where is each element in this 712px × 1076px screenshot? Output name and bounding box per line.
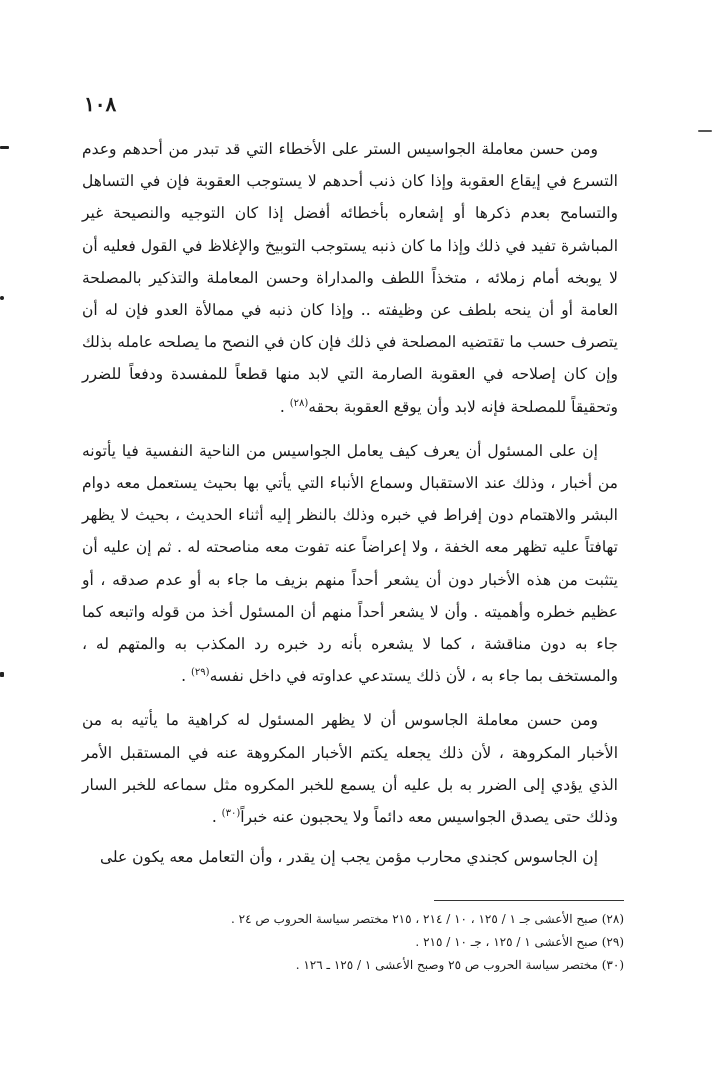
footnote: (٢٨) صبح الأعشى جـ ١ / ١٢٥ ، ١٠ / ٢١٤ ، ٢١٥ مختصر سياسة الحروب ص ٢٤ . [230, 912, 624, 926]
footnote-ref: (٣٠) [221, 807, 241, 819]
footnote-ref: (٢٨) [289, 397, 309, 409]
paragraph [82, 435, 618, 693]
paragraph [82, 133, 618, 423]
page-number: ١٠٨ [84, 92, 117, 116]
margin-mark [0, 296, 4, 300]
margin-mark [0, 146, 9, 149]
body-text [82, 133, 618, 885]
paragraph-tail: . [279, 397, 290, 416]
footnote: (٢٩) صبح الأعشى ١ / ١٢٥ ، جـ ١٠ / ٢١٥ . [415, 935, 624, 949]
margin-mark [698, 130, 712, 132]
paragraph-tail: . [181, 667, 191, 686]
paragraph-tail: . [211, 808, 222, 827]
paragraph-text: ومن حسن معاملة الجاسوس أن لا يظهر المسئول له كراهية ما يأتيه به من الأخبار المكروهة ، لأن ذلك يجعله يكتم الأخبار المكروهة عنه في المستقبل الأمر الذي يؤدي إلى الضرر به بل عليه أن يسمع للخبر المكروه مثل سماعه للخبر السار وذلك حتى يصدق الجواسيس معه دائماً ولا يحجبون عنه خبراً [82, 711, 618, 827]
footnote: (٣٠) مختصر سياسة الحروب ص ٢٥ وصبح الأعشى ١ / ١٢٥ ـ ١٢٦ . [295, 958, 624, 972]
paragraph-text: ومن حسن معاملة الجواسيس الستر على الأخطاء التي قد تبدر من أحدهم وعدم التسرع في إيقاع العقوبة وإذا كان ذنب أحدهم لا يستوجب العقوبة فإن في التساهل والتسامح بعدم ذكرها أو إشعاره بأخطائه أفضل إذا كان التوجيه والنصيحة غير المباشرة تفيد في ذلك وإذا ما كان ذنبه يستوجب التوبيخ والإغلاظ في القول فعليه أن لا يوبخه أمام زملائه ، متخذاً اللطف والمداراة وحسن المعاملة والتذكير بالمصلحة العامة أو أن ينحه بلطف عن وظيفته .. وإذا كان ذنبه في ممالأة العدو فإن له أن يتصرف حسب ما تقتضيه المصلحة في ذلك فإن كان في النصح ما يصلحه عامله بذلك وإن كان إصلاحه في العقوبة الصارمة التي لابد منها قطعاً للمفسدة ودفعاً للضرر وتحقيقاً للمصلحة فإنه لابد وأن يوقع العقوبة بحقه [82, 140, 618, 416]
paragraph-text: إن الجاسوس كجندي محارب مؤمن يجب إن يقدر ، وأن التعامل معه يكون على [99, 848, 598, 867]
footnotes [84, 908, 624, 977]
paragraph [82, 841, 618, 873]
margin-mark [0, 672, 4, 677]
footnote-ref: (٢٩) [191, 667, 210, 679]
footnote-divider [434, 900, 624, 901]
paragraph-text: إن على المسئول أن يعرف كيف يعامل الجواسيس من الناحية النفسية فيا يأتونه من أخبار ، وذلك عند الاستقبال وسماع الأنباء التي يأتي بها بحيث يستعمل معه دوام البشر والاهتمام دون إفراط في خبره وذلك بالنظر إليه أثناء الحديث ، بحيث لا يظهر تهافتاً عليه تظهر معه الخفة ، ولا إعراضاً عنه تفوت معه مناصحته له . ثم إن عليه أن يتثبت من هذه الأخبار دون أن يشعر أحداً منهم بزيف ما جاء به أو عدم صدقه ، أو عظيم خطره وأهميته . وأن لا يشعر أحداً منهم أن المسئول أخذ من قوله واتبعه كما جاء به دون مناقشة ، كما لا يشعره بأنه رد خبره رد المكذب به والمتهم له ، والمستخف بما جاء به ، لأن ذلك يستدعي عداوته في داخل نفسه [82, 441, 618, 686]
paragraph [82, 704, 618, 833]
